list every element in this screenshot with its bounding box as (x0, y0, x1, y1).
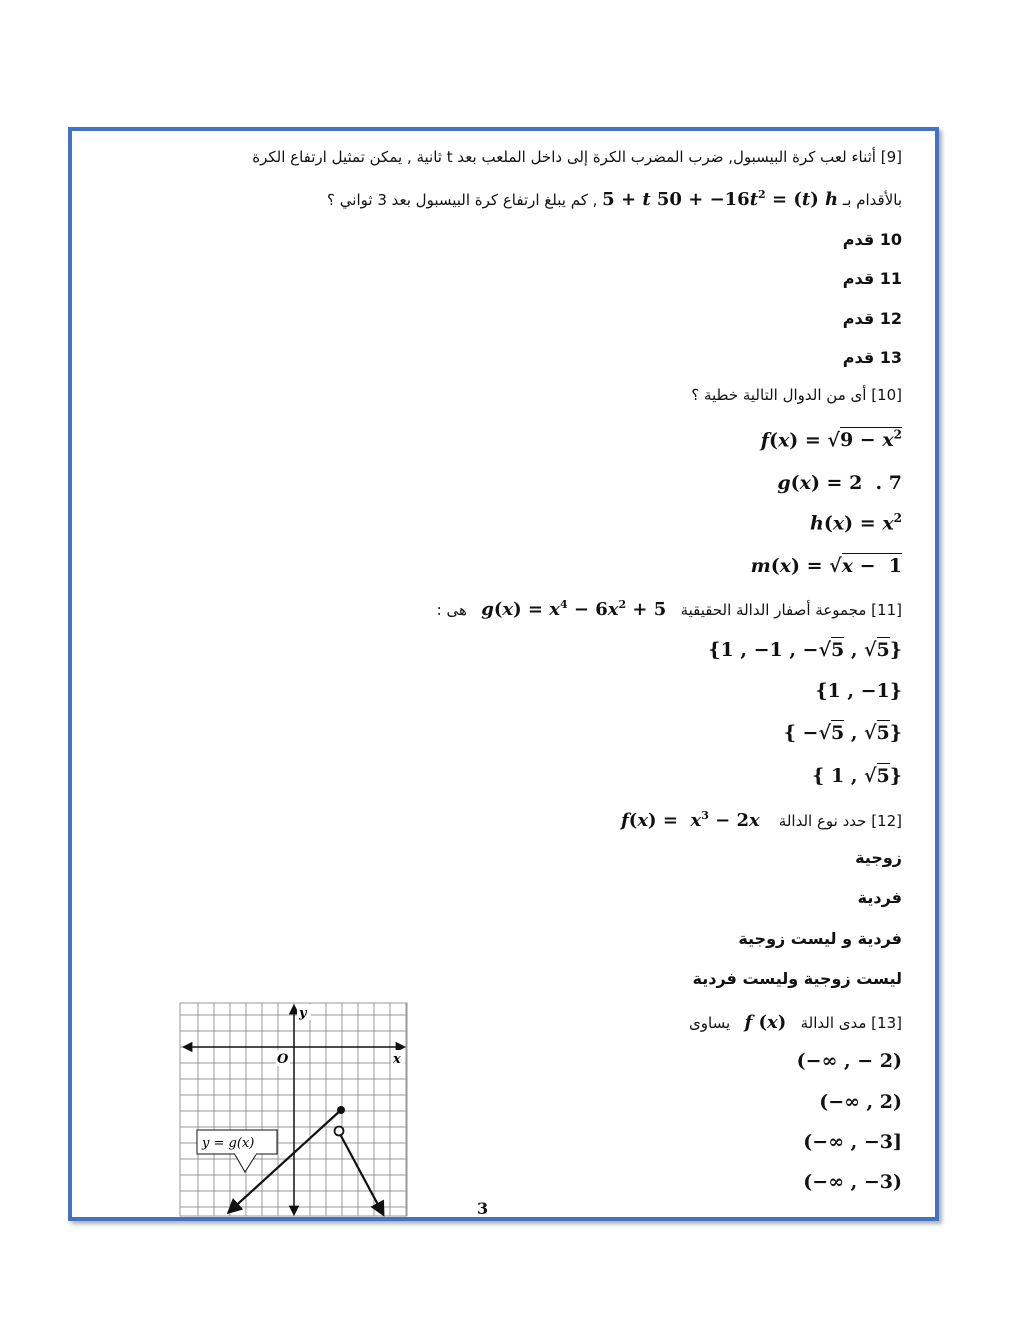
q11-formula: $g(x) = x^4 - 6x^2 + 5$ (481, 598, 667, 620)
x-axis-label: x (393, 1052, 401, 1067)
q9-option-4[interactable]: 13 قدم (842, 348, 902, 367)
origin-label: O (277, 1052, 289, 1067)
q12-option-4[interactable]: ليست زوجية وليست فردية (692, 969, 902, 988)
closed-endpoint (337, 1106, 345, 1114)
q13-formula: f (x) (744, 1012, 787, 1033)
q11-question (437, 598, 902, 620)
q13-option-2[interactable]: (−∞ , 2) (819, 1091, 902, 1113)
q12-option-2[interactable]: فردية (857, 888, 902, 907)
q10-option-3[interactable]: $h(x) = x^2$ (810, 511, 902, 535)
q9-line2-prefix: بالأقدام بـ (842, 191, 902, 209)
q10-option-4[interactable]: m(x) = √x − 1 (750, 555, 902, 577)
page-number: 3 (477, 1199, 489, 1218)
q11-option-3[interactable]: { −√5 , √5} (783, 722, 902, 744)
function-label: y = g(x) (202, 1136, 255, 1151)
q12-option-3[interactable]: فردية و ليست زوجية (738, 929, 902, 948)
q13-option-1[interactable]: (−∞ , − 2) (796, 1050, 902, 1072)
q9-option-2[interactable]: 11 قدم (842, 269, 902, 288)
q13-option-3[interactable]: (−∞ , −3] (803, 1131, 902, 1153)
q11-option-1[interactable]: {1 , −1 , −√5 , √5} (708, 639, 902, 661)
q13-option-4[interactable]: (−∞ , −3) (803, 1171, 902, 1193)
q9-option-1[interactable]: 10 قدم (842, 230, 902, 249)
q9-line2-suffix: , كم يبلغ ارتفاع كرة البيسبول بعد 3 ثواني ؟ (327, 191, 598, 209)
open-endpoint (335, 1127, 344, 1136)
function-graph (179, 1002, 409, 1218)
q9-formula: 5 + t $50 + -16t^2 = (t)$ h (602, 188, 839, 210)
q11-option-2[interactable]: {1 , −1} (815, 680, 902, 702)
q9-line2 (327, 188, 902, 210)
q10-option-1[interactable]: $f(x) = √9 - x^2$ (760, 428, 902, 452)
q10-question: [10] أى من الدوال التالية خطية ؟ (691, 386, 902, 404)
q11-text: [11] مجموعة أصفار الدالة الحقيقية (680, 601, 902, 619)
q11-option-4[interactable]: { 1 , √5} (812, 765, 902, 787)
q9-line1: [9] أثناء لعب كرة البيسبول, ضرب المضرب الكرة إلى داخل الملعب بعد t ثانية , يمكن تمثيل ارتفاع الكرة (252, 148, 902, 166)
y-axis-label: y (299, 1006, 307, 1021)
q13-question (689, 1012, 902, 1033)
q12-formula: $f(x) = x^3 - 2x$ (621, 809, 760, 831)
q12-text: [12] حدد نوع الدالة (778, 812, 902, 830)
q12-option-1[interactable]: زوجية (855, 848, 902, 867)
q10-option-2[interactable]: g(x) = 2 . 7 (777, 472, 902, 494)
q9-option-3[interactable]: 12 قدم (842, 309, 902, 328)
q12-question (621, 809, 902, 831)
q11-suffix: هى : (436, 601, 467, 619)
q13-text: [13] مدى الدالة (800, 1014, 902, 1032)
q13-suffix: يساوى (689, 1014, 731, 1032)
